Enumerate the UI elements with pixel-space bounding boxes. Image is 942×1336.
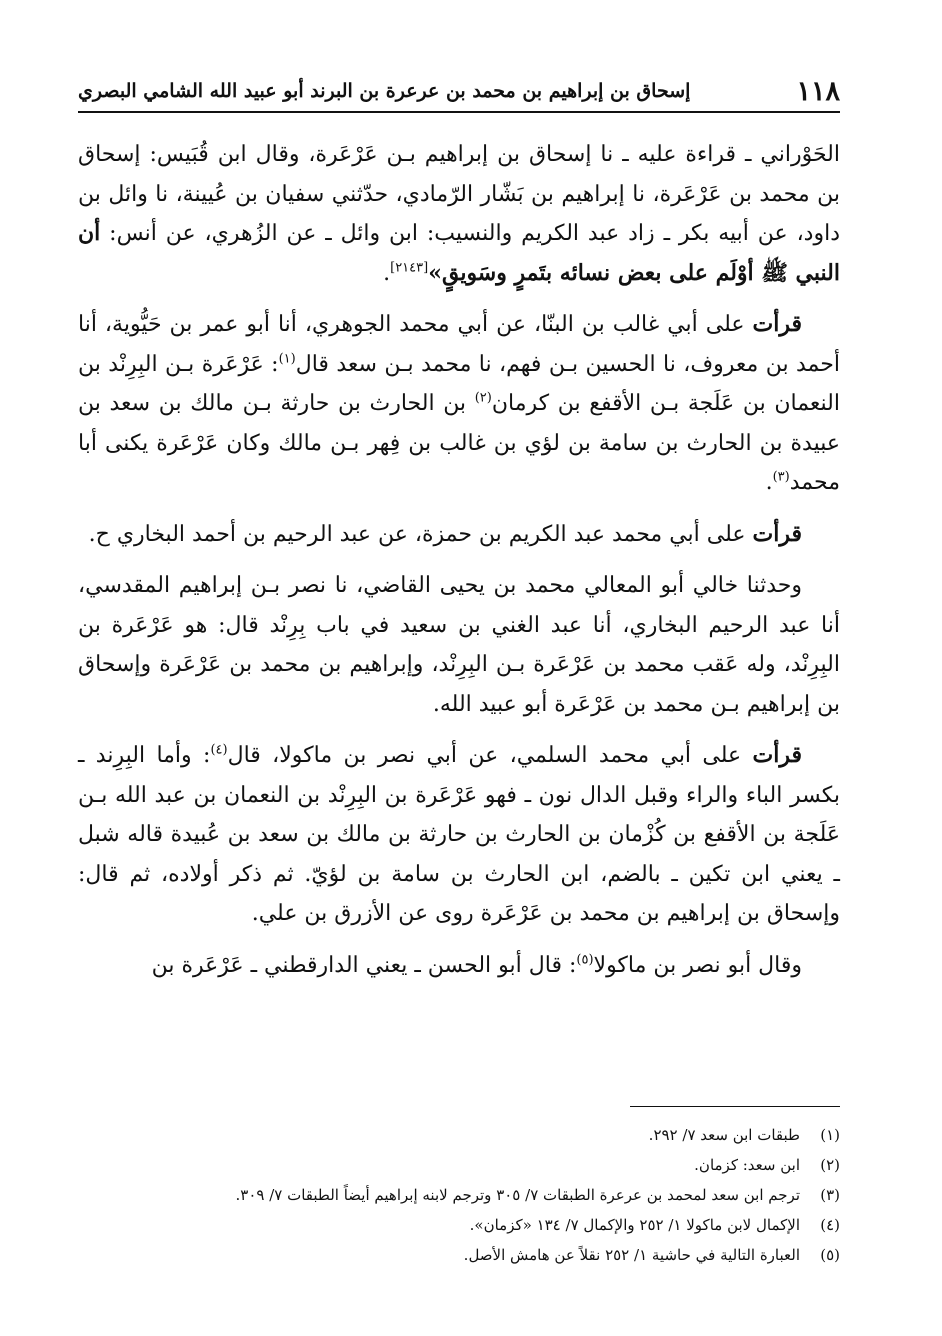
footnote-ref-2[interactable]: (٢) — [474, 390, 492, 406]
footnote-number: (٤) — [820, 1216, 840, 1234]
paragraph-lead: قرأت — [752, 311, 802, 337]
paragraph-end: . — [383, 260, 391, 286]
footnote — [78, 1180, 840, 1210]
paragraph-end: . — [765, 470, 773, 495]
paragraph-3 — [78, 515, 840, 555]
paragraph-text: على أبي محمد عبد الكريم بن حمزة، عن عبد الرحيم بن أحمد البخاري ح. — [88, 521, 753, 547]
footnote-ref-5[interactable]: (٥) — [576, 952, 594, 968]
footnote — [78, 1240, 840, 1270]
footnotes — [78, 1120, 840, 1270]
paragraph-text: وحدثنا خالي أبو المعالي محمد بن يحيى القاضي، نا نصر بـن إبراهيم المقدسي، أنا عبد الرحيم البخاري، أنا عبد الغني بن سعيد في باب بِرِنْد قال: هو عَرْعَرة بن البِرِنْد، وله عَقب محمد بن عَرْعَرة بـن البِرِنْد، وإبراهيم بن محمد بن عَرْعَرة وإسحاق بن إبراهيم بـن محمد بن عَرْعَرة أبو عبيد الله. — [78, 573, 840, 717]
footnote-number: (٣) — [820, 1186, 840, 1204]
paragraph-text: : وأما البِرِند ـ بكسر الباء والراء وقبل الدال نون ـ فهو عَرْعَرة بن البِرِنْد بن النعمان بن عبد الله بـن عَلَجة بن الأقفع بن كُزْمان بن الحارث بن حارثة بن مالك بن سعد بن عُبيدة قاله شبل ـ يعني ابن تكين ـ بالضم، ابن الحارث بن سامة بن لؤيّ. ثم ذكر أولاده، ثم قال: وإسحاق بن إبراهيم بن محمد بن عَرْعَرة روى عن الأزرق بن علي. — [78, 743, 840, 926]
footnote — [78, 1120, 840, 1150]
paragraph-1 — [78, 135, 840, 293]
footnote-number: (٥) — [820, 1246, 840, 1264]
paragraph-4 — [78, 566, 840, 724]
footnote-number: (١) — [820, 1126, 840, 1144]
paragraph-6 — [78, 946, 840, 986]
book-page — [78, 0, 840, 1336]
page-header — [78, 74, 840, 108]
footnote-ref-4[interactable]: (٤) — [210, 742, 228, 758]
paragraph-5 — [78, 736, 840, 934]
header-rule — [78, 111, 840, 113]
footnote — [78, 1210, 840, 1240]
hadith-number: [٢١٤٣] — [390, 260, 429, 276]
footnote-ref-3[interactable]: (٣) — [772, 469, 790, 485]
footnote-ref-1[interactable]: (١) — [278, 351, 296, 367]
page-number: ١١٨ — [796, 75, 840, 107]
footnote-text: ترجم ابن سعد لمحمد بن عرعرة الطبقات ٧/ ٣٠٥ وترجم لابنه إبراهيم أيضاً الطبقات ٧/ ٣٠٩. — [235, 1186, 800, 1204]
paragraph-text: على أبي محمد السلمي، عن أبي نصر بن ماكولا، قال — [227, 743, 753, 768]
paragraph-text: : عَرْعَرة بـن البِرِنْد بن النعمان بن عَلَجة بـن الأقفع بن كرمان — [78, 351, 840, 416]
paragraph-2 — [78, 305, 840, 503]
paragraph-text: : قال أبو الحسن ـ يعني الدارقطني ـ عَرْعَرة بن — [151, 952, 577, 978]
footnote-text: الإكمال لابن ماكولا ١/ ٢٥٢ والإكمال ٧/ ١٣٤ «كزمان». — [469, 1216, 800, 1234]
paragraph-text: بن الحارث بن حارثة بـن مالك بن سعد بن عبيدة بن الحارث بن سامة بن لؤي بن غالب بن فِهر بـن مالك وكان عَرْعَرة يكنى أبا محمد — [78, 391, 840, 495]
footnote-text: ابن سعد: كزمان. — [694, 1156, 800, 1174]
paragraph-lead: قرأت — [752, 520, 802, 547]
footnote-separator — [630, 1106, 840, 1107]
footnote-number: (٢) — [820, 1156, 840, 1174]
running-title: إسحاق بن إبراهيم بن محمد بن عرعرة بن البرند أبو عبيد الله الشامي البصري — [78, 80, 691, 102]
main-text — [78, 135, 840, 997]
paragraph-lead: قرأت — [752, 742, 803, 768]
hadith-text: أن النبي ﷺ أوْلَم على بعض نسائه بتَمرٍ وسَويقٍ» — [78, 220, 840, 286]
footnote-text: طبقات ابن سعد ٧/ ٢٩٢. — [648, 1126, 800, 1144]
paragraph-text: على أبي غالب بن البنّا، عن أبي محمد الجوهري، أنا أبو عمر بن حَيُّوية، أنا أحمد بن معروف، نا الحسين بـن فهم، نا محمد بـن سعد قال — [78, 312, 840, 377]
paragraph-text: وقال أبو نصر بن ماكولا — [593, 952, 802, 978]
footnote-text: العبارة التالية في حاشية ١/ ٢٥٢ نقلاً عن هامش الأصل. — [463, 1246, 800, 1264]
footnote — [78, 1150, 840, 1180]
paragraph-text: الحَوْراني ـ قراءة عليه ـ نا إسحاق بن إبراهيم بـن عَرْعَرة، وقال ابن قُبَيس: إسحاق بن محمد بن عَرْعَرة، نا إبراهيم بن بَشّار الرّمادي، حدّثني سفيان بن عُيينة، نا وائل بن داود، عن أبيه بكر ـ زاد عبد الكريم والنسيب: ابن وائل ـ عن الزُهري، عن أنس: — [78, 142, 840, 246]
